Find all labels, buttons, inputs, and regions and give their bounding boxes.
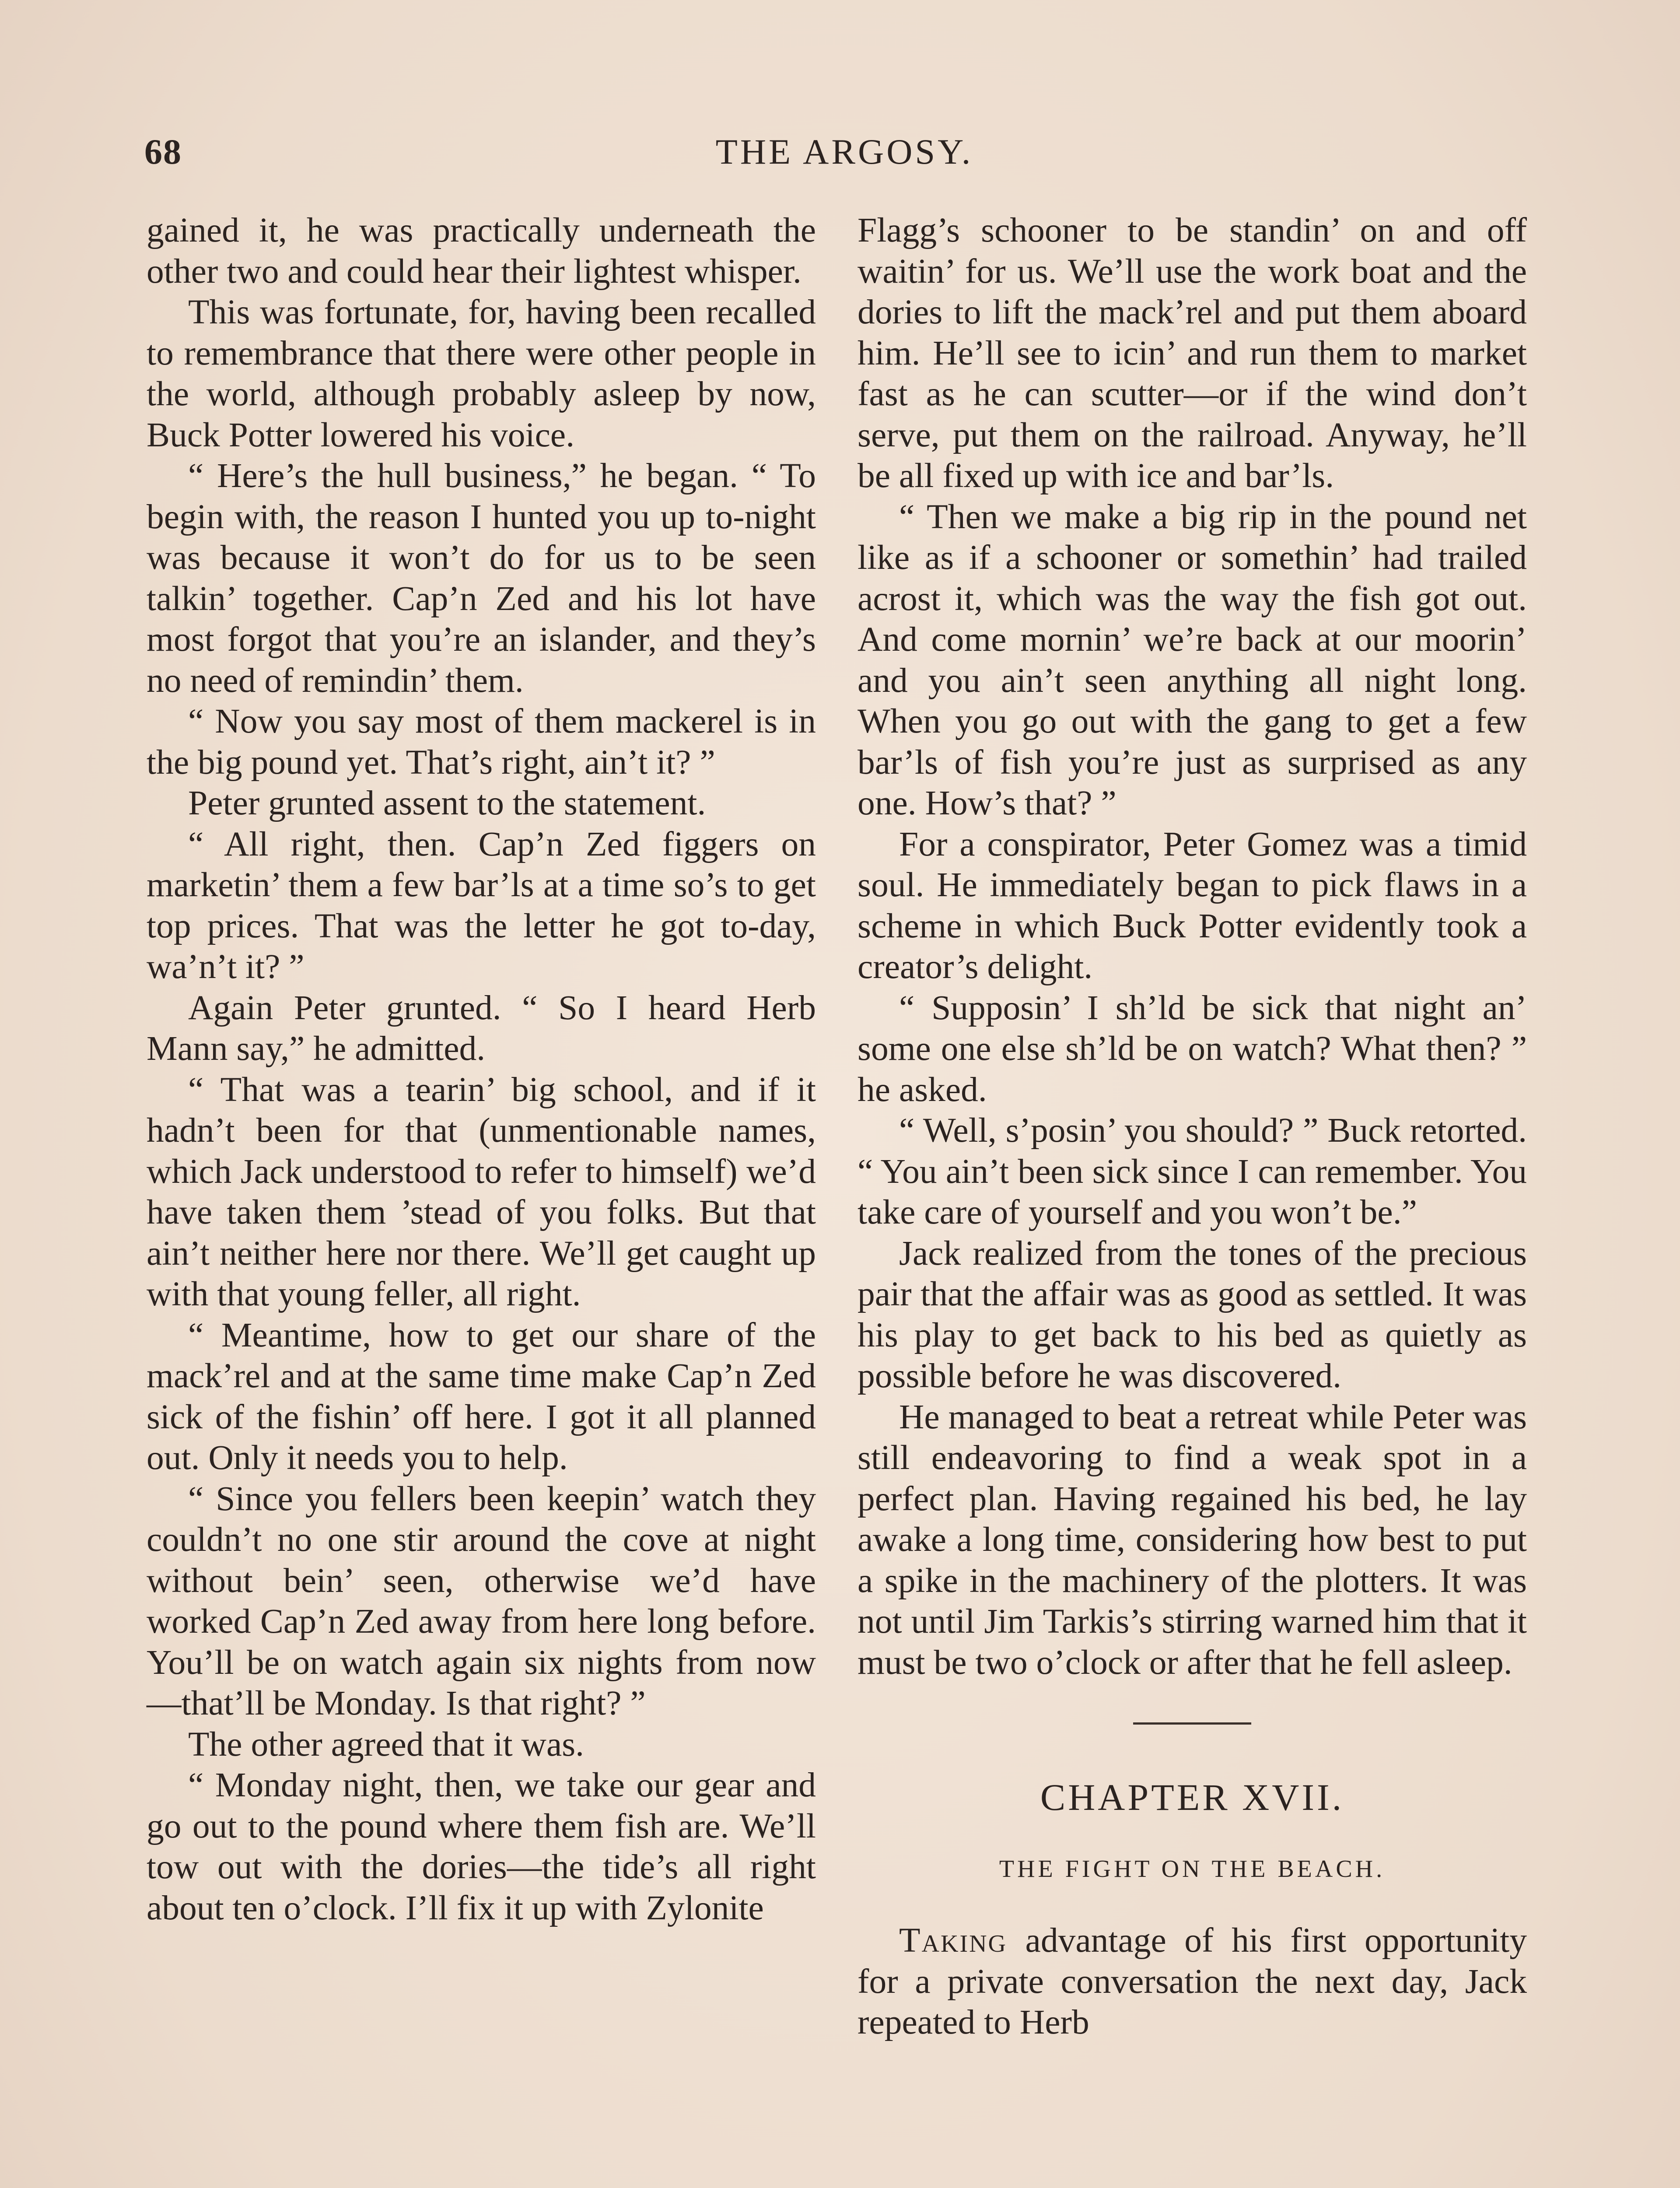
paragraph: Flagg’s schooner to be standin’ on and off waitin’ for us. We’ll use the work boat and the dories to lift the mack’rel and put them aboard him. He’ll see to icin’ and run them to market fast as he can scutter—or if the wind don’t serve, put them on the railroad. Anyway, he’ll be all fixed up with ice and bar’ls.: [858, 211, 1527, 495]
paragraph: “ Now you say most of them mackerel is in the big pound yet. That’s right, ain’t it? ”: [147, 702, 816, 782]
paragraph: “ Then we make a big rip in the pound net like as if a schooner or somethin’ had trailed acrost it, which was the way the fish got out. And come mornin’ we’re back at our moorin’ and you ain’t seen anything all night long. When you go out with the gang to get a few bar’ls of fish you’re just as surprised as any one. How’s that? ”: [858, 497, 1527, 822]
chapter-opening-paragraph: [858, 1920, 1527, 2043]
paragraph: “ Here’s the hull business,” he began. “ To begin with, the reason I hunted you up to-night was because it won’t do for us to be seen talkin’ together. Cap’n Zed and his lot have most forgot that you’re an islander, and they’s no need of remindin’ them.: [147, 456, 816, 700]
paragraph: For a conspirator, Peter Gomez was a timid soul. He immediately began to pick flaws in a scheme in which Buck Potter evidently took a creator’s delight.: [858, 824, 1527, 986]
page-header: [144, 131, 1544, 193]
chapter-subtitle: THE FIGHT ON THE BEACH.: [999, 1855, 1386, 1883]
paragraph: He managed to beat a retreat while Peter was still endeavoring to find a weak spot in a perfect plan. Having regained his bed, he lay awake a long time, considering how best to put a spike in the machinery of the plotters. It was not until Jim Tarkis’s stirring warned him that it must be two o’clock or after that he fell asleep.: [858, 1397, 1527, 1682]
opening-word: Taking: [899, 1921, 1007, 1960]
paragraph: “ All right, then. Cap’n Zed figgers on marketin’ them a few bar’ls at a time so’s to get top prices. That was the letter he got to-day, wa’n’t it? ”: [147, 824, 816, 986]
paragraph: “ Meantime, how to get our share of the mack’rel and at the same time make Cap’n Zed sick of the fishin’ off here. I got it all planned out. Only it needs you to help.: [147, 1315, 816, 1477]
chapter-heading: CHAPTER XVII.: [1040, 1776, 1344, 1818]
running-title: THE ARGOSY.: [715, 132, 973, 172]
right-column: [858, 210, 1527, 2043]
paragraph: The other agreed that it was.: [188, 1725, 584, 1764]
paragraph: “ Well, s’posin’ you should? ” Buck retorted. “ You ain’t been sick since I can remember. You take care of yourself and you won’t be.”: [858, 1111, 1527, 1231]
left-column: [147, 210, 816, 1929]
paragraph: “ Supposin’ I sh’ld be sick that night an’ some one else sh’ld be on watch? What then? ” he asked.: [858, 988, 1527, 1109]
paragraph: “ That was a tearin’ big school, and if it hadn’t been for that (unmentionable names, which Jack understood to refer to himself) we’d have taken them ’stead of you folks. But that ain’t neither here nor there. We’ll get caught up with that young feller, all right.: [147, 1070, 816, 1313]
paragraph: “ Since you fellers been keepin’ watch they couldn’t no one stir around the cove at night without bein’ seen, otherwise we’d have worked Cap’n Zed away from here long before. You’ll be on watch again six nights from now—that’ll be Monday. Is that right? ”: [147, 1479, 816, 1722]
section-divider: [1133, 1722, 1251, 1725]
paragraph: Peter grunted assent to the statement.: [188, 784, 706, 822]
paragraph: “ Monday night, then, we take our gear and go out to the pound where them fish are. We’ll tow out with the dories—the tide’s all right about ten o’clock. I’ll fix it up with Zylonite: [147, 1766, 816, 1927]
paragraph: gained it, he was practically underneath the other two and could hear their lightest whisper.: [147, 211, 816, 291]
opening-text: advantage of his first opportunity for a private conversation the next day, Jack repeated to Herb: [858, 1921, 1527, 2041]
paragraph: Again Peter grunted. “ So I heard Herb Mann say,” he admitted.: [147, 988, 816, 1068]
paragraph: Jack realized from the tones of the precious pair that the affair was as good as settled. It was his play to get back to his bed as quietly as possible before he was discovered.: [858, 1234, 1527, 1395]
page-number: 68: [144, 132, 182, 172]
paragraph: This was fortunate, for, having been recalled to remembrance that there were other people in the world, although probably asleep by now, Buck Potter lowered his voice.: [147, 293, 816, 454]
